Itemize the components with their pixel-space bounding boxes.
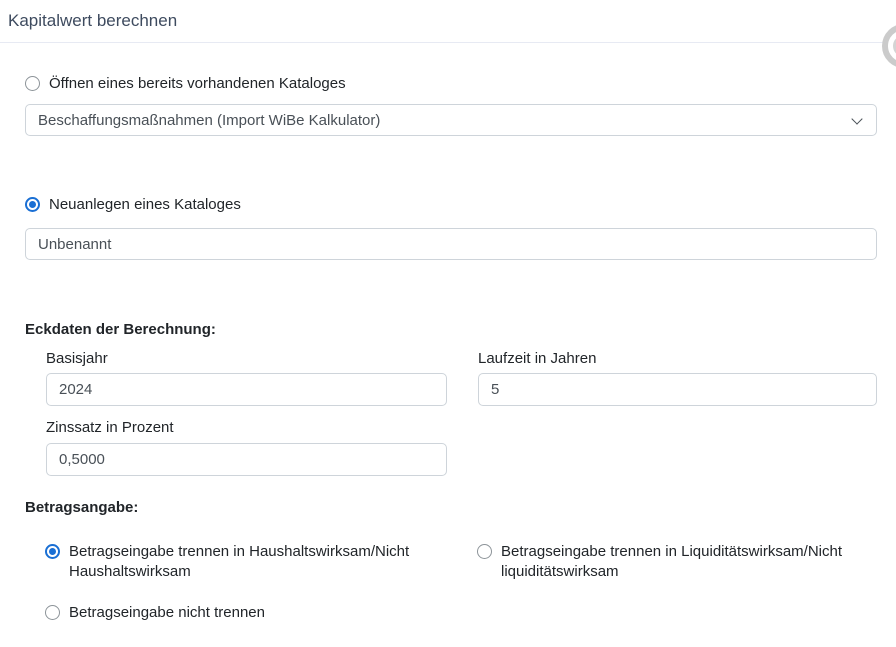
label-line: Betragseingabe trennen in Liquiditätswirksam/Nicht: [501, 543, 843, 560]
new-catalog-label: Neuanlegen eines Kataloges: [49, 196, 241, 213]
zinssatz-label: Zinssatz in Prozent: [46, 419, 174, 436]
label-line: Haushaltswirksam: [69, 563, 191, 580]
catalog-select[interactable]: [25, 104, 877, 136]
catalog-select-value: Beschaffungsmaßnahmen (Import WiBe Kalkulator): [38, 111, 381, 129]
option-nicht-trennen[interactable]: [45, 603, 265, 623]
zinssatz-input[interactable]: [46, 443, 447, 476]
option-nicht-trennen-label: Betragseingabe nicht trennen: [69, 604, 265, 621]
page-title: Kapitalwert berechnen: [8, 11, 178, 30]
header-divider: [0, 42, 896, 43]
option-nicht-trennen-radio[interactable]: [45, 605, 60, 620]
open-existing-label: Öffnen eines bereits vorhandenen Kataloges: [49, 75, 346, 92]
option-liquiditaetswirksam-radio[interactable]: [477, 544, 492, 559]
open-existing-radio[interactable]: [25, 76, 40, 91]
betragsangabe-heading: Betragsangabe:: [25, 499, 139, 516]
option-haushaltswirksam-label: [69, 542, 409, 582]
open-existing-option[interactable]: [25, 74, 346, 94]
eckdaten-heading: Eckdaten der Berechnung:: [25, 321, 216, 338]
label-line: liquiditätswirksam: [501, 563, 619, 580]
label-line: Betragseingabe trennen in Haushaltswirksam/Nicht: [69, 543, 410, 560]
new-catalog-option[interactable]: [25, 195, 241, 215]
chevron-down-icon: [851, 113, 862, 124]
option-liquiditaetswirksam[interactable]: [477, 542, 887, 582]
option-haushaltswirksam[interactable]: [45, 542, 445, 582]
catalog-name-input[interactable]: [25, 228, 877, 260]
option-liquiditaetswirksam-label: [501, 542, 842, 582]
option-haushaltswirksam-radio[interactable]: [45, 544, 60, 559]
laufzeit-input[interactable]: [478, 373, 877, 406]
laufzeit-label: Laufzeit in Jahren: [478, 350, 597, 367]
basisjahr-input[interactable]: [46, 373, 447, 406]
basisjahr-label: Basisjahr: [46, 350, 108, 367]
new-catalog-radio[interactable]: [25, 197, 40, 212]
